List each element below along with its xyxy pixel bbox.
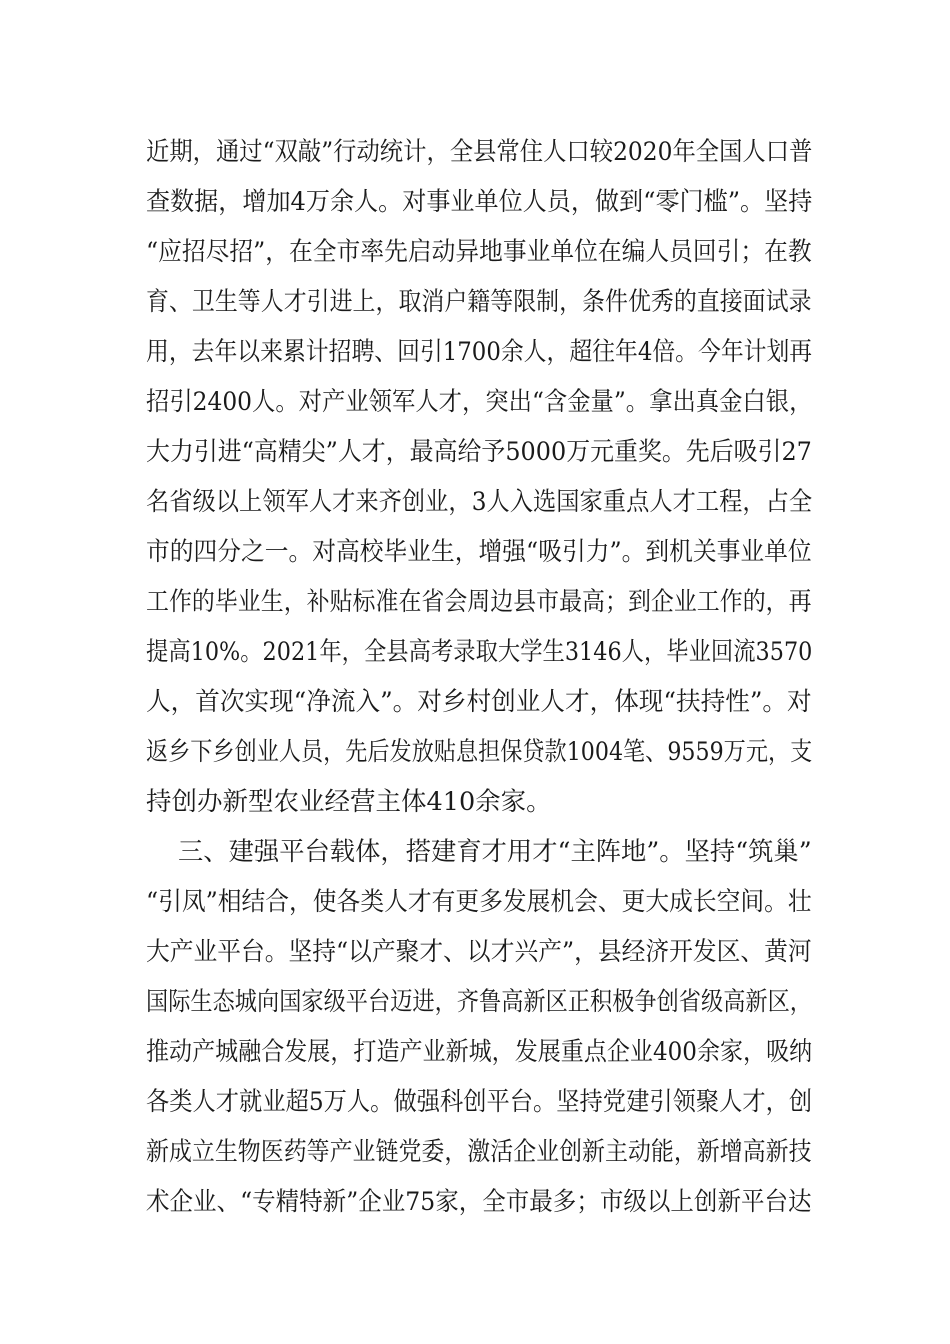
text-line: 用，去年以来累计招聘、回引1700余人，超往年4倍。今年计划再 [146, 337, 813, 367]
text-line: 人，首次实现“净流入”。对乡村创业人才，体现“扶持性”。对 [146, 687, 812, 717]
text-line: 招引2400人。对产业领军人才，突出“含金量”。拿出真金白银， [146, 387, 813, 417]
text-line: 工作的毕业生，补贴标准在省会周边县市最高；到企业工作的，再 [146, 587, 812, 617]
text-line: 市的四分之一。对高校毕业生，增强“吸引力”。到机关事业单位 [146, 537, 812, 567]
text-line: 名省级以上领军人才来齐创业，3人入选国家重点人才工程，占全 [146, 487, 813, 517]
text-line: 各类人才就业超5万人。做强科创平台。坚持党建引领聚人才，创 [146, 1087, 813, 1117]
text-line: 育、卫生等人才引进上，取消户籍等限制，条件优秀的直接面试录 [146, 287, 812, 317]
text-line: 术企业、“专精特新”企业75家，全市最多；市级以上创新平台达 [146, 1187, 812, 1217]
text-line: 提高10%。2021年，全县高考录取大学生3146人，毕业回流3570 [146, 637, 813, 667]
text-line: 查数据，增加4万余人。对事业单位人员，做到“零门槛”。坚持 [146, 187, 813, 217]
text-line: 大力引进“高精尖”人才，最高给予5000万元重奖。先后吸引27 [146, 437, 812, 467]
text-line: “应招尽招”，在全市率先启动异地事业单位在编人员回引；在教 [146, 237, 812, 267]
paragraph-heading-line: 三、建强平台载体，搭建育才用才“主阵地”。坚持“筑巢” [178, 837, 812, 867]
text-line: 返乡下乡创业人员，先后发放贴息担保贷款1004笔、9559万元，支 [146, 737, 813, 767]
text-line: 推动产城融合发展，打造产业新城，发展重点企业400余家，吸纳 [146, 1037, 813, 1067]
text-line: 新成立生物医药等产业链党委，激活企业创新主动能，新增高新技 [146, 1137, 812, 1167]
text-line: 大产业平台。坚持“以产聚才、以才兴产”，县经济开发区、黄河 [146, 937, 812, 967]
text-line: 国际生态城向国家级平台迈进，齐鲁高新区正积极争创省级高新区， [146, 987, 813, 1017]
text-line: 近期，通过“双敲”行动统计，全县常住人口较2020年全国人口普 [146, 137, 813, 167]
text-line: “引凤”相结合，使各类人才有更多发展机会、更大成长空间。壮 [146, 887, 812, 917]
text-line: 持创办新型农业经营主体410余家。 [146, 787, 552, 817]
